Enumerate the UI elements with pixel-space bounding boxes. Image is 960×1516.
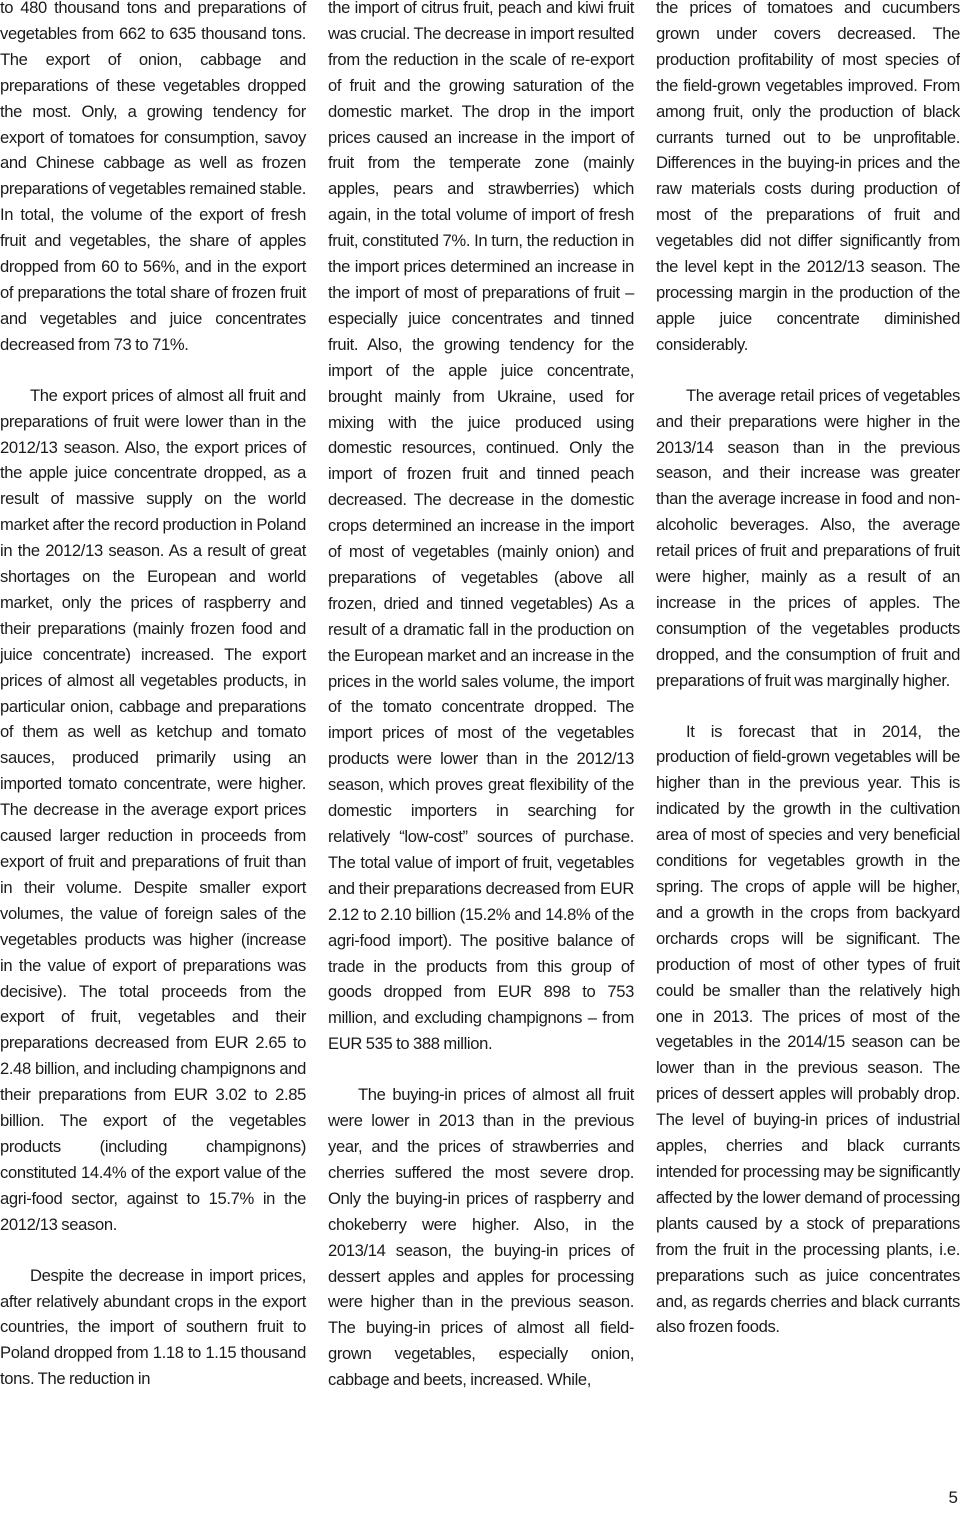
page-number: 5: [948, 1488, 958, 1507]
text-column-2: [328, 0, 634, 1393]
paragraph: The buying-in prices of almost all fruit were lower in 2013 than in the previous year, and the prices of strawberries and cherries suffered the most severe drop. Only the buying-in prices of raspberry and chokeberry were higher. Also, in the 2013/14 season, the buying-in prices of dessert apples and apples for processing were higher than in the previous season. The buying-in prices of almost all field-grown vegetables, especially onion, cabbage and beets, increased. While,: [328, 1085, 634, 1390]
text-column-3: [656, 0, 960, 1340]
text-column-1: [0, 0, 306, 1392]
paragraph: The export prices of almost all fruit and preparations of fruit were lower than in the 2012/13 season. Also, the export prices of the apple juice concentrate dropped, as a result of massive supply on the world market after the record production in Poland in the 2012/13 season. As a result of great shortages on the European and world market, only the prices of raspberry and their preparations (mainly frozen food and juice concentrate) increased. The export prices of almost all vegetables products, in particular onion, cabbage and preparations of them as well as ketchup and tomato sauces, produced primarily using an imported tomato concentrate, were higher. The decrease in the average export prices caused larger reduction in proceeds from export of fruit and preparations of fruit than in their volume. Despite smaller export volumes, the value of foreign sales of the vegetables products was higher (increase in the value of export of preparations was decisive). The total proceeds from the export of fruit, vegetables and their preparations decreased from EUR 2.65 to 2.48 billion, and including champignons and their preparations from EUR 3.02 to 2.85 billion. The export of the vegetables products (including champignons) constituted 14.4% of the export value of the agri-food sector, against to 15.7% in the 2012/13 season.: [0, 385, 306, 1234]
paragraph: Despite the decrease in import prices, after relatively abundant crops in the export countries, the import of southern fruit to Poland dropped from 1.18 to 1.15 thousand tons. The reduction in: [0, 1265, 306, 1389]
paragraph: the prices of tomatoes and cucumbers grown under covers decreased. The production profitability of most species of the field-grown vegetables improved. From among fruit, only the production of black currants turned out to be unprofitable. Differences in the buying-in prices and the raw materials costs during production of most of the preparations of fruit and vegetables did not differ significantly from the level kept in the 2012/13 season. The processing margin in the production of the apple juice concentrate diminished considerably.: [656, 0, 960, 354]
paragraph: It is forecast that in 2014, the production of field-grown vegetables will be higher than in the previous year. This is indicated by the growth in the cultivation area of most of species and very beneficial conditions for vegetables growth in the spring. The crops of apple will be higher, and a growth in the crops from backyard orchards crops will be significant. The production of most of other types of fruit could be smaller than the relatively high one in 2013. The prices of most of the vegetables in the 2014/15 season can be lower than in the previous season. The prices of dessert apples will probably drop. The level of buying-in prices of industrial apples, cherries and black currants intended for processing may be significantly affected by the lower demand of processing plants caused by a stock of preparations from the fruit in the processing plants, i.e. preparations such as juice concentrates and, as regards cherries and black currants also frozen foods.: [656, 721, 960, 1337]
paragraph: to 480 thousand tons and preparations of vegetables from 662 to 635 thousand tons. The export of onion, cabbage and preparations of these vegetables dropped the most. Only, a growing tendency for export of tomatoes for consumption, savoy and Chinese cabbage as well as frozen preparations of vegetables remained stable. In total, the volume of the export of fresh fruit and vegetables, the share of apples dropped from 60 to 56%, and in the export of preparations the total share of frozen fruit and vegetables and juice concentrates decreased from 73 to 71%.: [0, 0, 306, 354]
paragraph: The average retail prices of vegetables and their preparations were higher in the 2013/14 season than in the previous season, and their increase was greater than the average increase in food and non-alcoholic beverages. Also, the average retail prices of fruit and preparations of fruit were higher, mainly as a result of an increase in the prices of apples. The consumption of the vegetables products dropped, and the consumption of fruit and preparations of fruit was marginally higher.: [656, 385, 960, 690]
paragraph: the import of citrus fruit, peach and kiwi fruit was crucial. The decrease in import resulted from the reduction in the scale of re-export of fruit and the growing saturation of the domestic market. The drop in the import prices caused an increase in the import of fruit from the temperate zone (mainly apples, pears and strawberries) which again, in the total volume of import of fresh fruit, constituted 7%. In turn, the reduction in the import prices determined an increase in the import of most of preparations of fruit – especially juice concentrates and tinned fruit. Also, the growing tendency for the import of the apple juice concentrate, brought mainly from Ukraine, used for mixing with the juice produced using domestic resources, continued. Only the import of frozen fruit and tinned peach decreased. The decrease in the domestic crops determined an increase in the import of most of vegetables (mainly onion) and preparations of vegetables (above all frozen, dried and tinned vegetables) As a result of a dramatic fall in the production on the European market and an increase in the prices in the world sales volume, the import of the tomato concentrate dropped. The import prices of most of the vegetables products were lower than in the 2012/13 season, which proves great flexibility of the domestic importers in searching for relatively “low-cost” sources of purchase. The total value of import of fruit, vegetables and their preparations decreased from EUR 2.12 to 2.10 billion (15.2% and 14.8% of the agri-food import). The positive balance of trade in the products from this group of goods dropped from EUR 898 to 753 million, and excluding champignons – from EUR 535 to 388 million.: [328, 0, 634, 1054]
